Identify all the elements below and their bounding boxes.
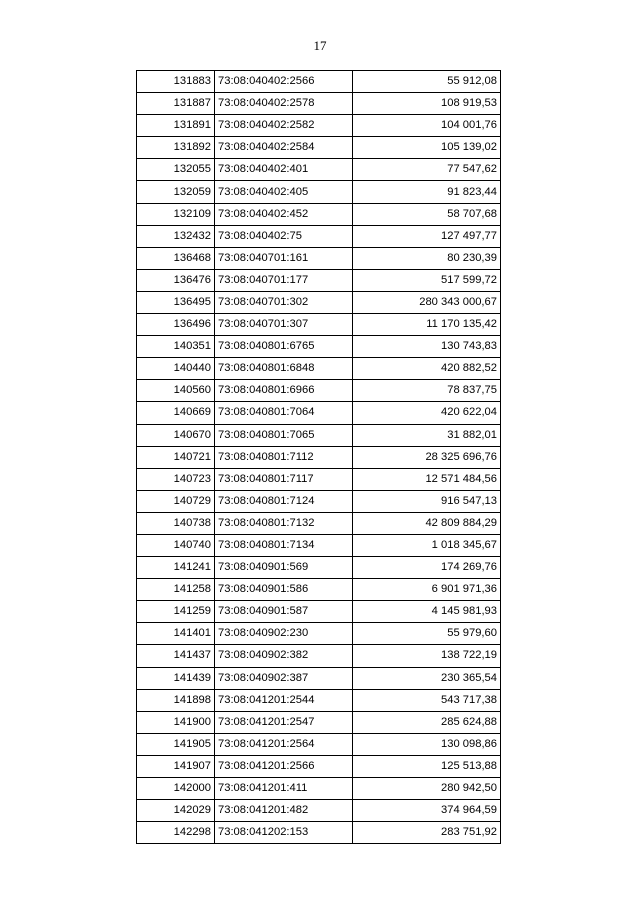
row-id-cell: 131887 [137,93,215,115]
cadastral-number-cell: 73:08:040801:6848 [215,358,353,380]
cadastral-number-cell: 73:08:040701:302 [215,291,353,313]
row-id-cell: 141401 [137,623,215,645]
value-cell: 4 145 981,93 [353,601,501,623]
value-cell: 130 743,83 [353,336,501,358]
value-cell: 127 497,77 [353,225,501,247]
table-row [137,358,501,380]
value-cell: 1 018 345,67 [353,534,501,556]
cadastral-number-cell: 73:08:040801:7132 [215,512,353,534]
cadastral-number-cell: 73:08:040402:2578 [215,93,353,115]
row-id-cell: 132109 [137,203,215,225]
cadastral-number-cell: 73:08:041201:2547 [215,711,353,733]
row-id-cell: 131891 [137,115,215,137]
cadastral-number-cell: 73:08:040801:7124 [215,490,353,512]
cadastral-number-cell: 73:08:040902:387 [215,667,353,689]
value-cell: 80 230,39 [353,247,501,269]
row-id-cell: 140351 [137,336,215,358]
row-id-cell: 136496 [137,314,215,336]
value-cell: 12 571 484,56 [353,468,501,490]
cadastral-number-cell: 73:08:040902:230 [215,623,353,645]
table-row [137,115,501,137]
row-id-cell: 132432 [137,225,215,247]
table-row [137,314,501,336]
cadastral-number-cell: 73:08:040701:177 [215,269,353,291]
table-row [137,93,501,115]
table-row [137,534,501,556]
cadastral-number-cell: 73:08:040402:452 [215,203,353,225]
row-id-cell: 141437 [137,645,215,667]
cadastral-number-cell: 73:08:040801:7064 [215,402,353,424]
cadastral-number-cell: 73:08:040801:7134 [215,534,353,556]
cadastral-number-cell: 73:08:040701:161 [215,247,353,269]
cadastral-number-cell: 73:08:040901:569 [215,557,353,579]
row-id-cell: 140669 [137,402,215,424]
value-cell: 280 942,50 [353,778,501,800]
cadastral-number-cell: 73:08:041201:2564 [215,733,353,755]
row-id-cell: 141258 [137,579,215,601]
value-cell: 78 837,75 [353,380,501,402]
row-id-cell: 140740 [137,534,215,556]
cadastral-number-cell: 73:08:041201:482 [215,800,353,822]
value-cell: 280 343 000,67 [353,291,501,313]
row-id-cell: 140723 [137,468,215,490]
value-cell: 104 001,76 [353,115,501,137]
value-cell: 517 599,72 [353,269,501,291]
cadastral-number-cell: 73:08:041202:153 [215,822,353,844]
row-id-cell: 141905 [137,733,215,755]
value-cell: 130 098,86 [353,733,501,755]
value-cell: 138 722,19 [353,645,501,667]
row-id-cell: 141898 [137,689,215,711]
cadastral-number-cell: 73:08:040402:2584 [215,137,353,159]
table-row [137,623,501,645]
table-row [137,601,501,623]
cadastral-number-cell: 73:08:040801:7112 [215,446,353,468]
cadastral-number-cell: 73:08:040801:6765 [215,336,353,358]
row-id-cell: 142029 [137,800,215,822]
row-id-cell: 132055 [137,159,215,181]
table-row [137,579,501,601]
table-row [137,181,501,203]
registry-table [136,70,501,844]
row-id-cell: 140738 [137,512,215,534]
cadastral-number-cell: 73:08:040701:307 [215,314,353,336]
cadastral-number-cell: 73:08:040901:587 [215,601,353,623]
row-id-cell: 141900 [137,711,215,733]
table-row [137,247,501,269]
row-id-cell: 140440 [137,358,215,380]
table-row [137,71,501,93]
table-row [137,822,501,844]
cadastral-number-cell: 73:08:040402:75 [215,225,353,247]
table-row [137,446,501,468]
table-row [137,336,501,358]
value-cell: 420 622,04 [353,402,501,424]
table-row [137,557,501,579]
row-id-cell: 140729 [137,490,215,512]
table-row [137,137,501,159]
table-row [137,755,501,777]
row-id-cell: 131892 [137,137,215,159]
page-number: 17 [313,38,327,53]
value-cell: 6 901 971,36 [353,579,501,601]
cadastral-number-cell: 73:08:040402:2566 [215,71,353,93]
value-cell: 91 823,44 [353,181,501,203]
cadastral-number-cell: 73:08:040402:401 [215,159,353,181]
registry-table-body [137,71,501,844]
value-cell: 11 170 135,42 [353,314,501,336]
cadastral-number-cell: 73:08:040902:382 [215,645,353,667]
value-cell: 125 513,88 [353,755,501,777]
value-cell: 42 809 884,29 [353,512,501,534]
table-row [137,778,501,800]
row-id-cell: 141259 [137,601,215,623]
row-id-cell: 136476 [137,269,215,291]
value-cell: 108 919,53 [353,93,501,115]
cadastral-number-cell: 73:08:040801:7117 [215,468,353,490]
value-cell: 916 547,13 [353,490,501,512]
cadastral-number-cell: 73:08:041201:411 [215,778,353,800]
value-cell: 374 964,59 [353,800,501,822]
value-cell: 230 365,54 [353,667,501,689]
cadastral-number-cell: 73:08:040402:2582 [215,115,353,137]
cadastral-number-cell: 73:08:041201:2566 [215,755,353,777]
row-id-cell: 131883 [137,71,215,93]
value-cell: 543 717,38 [353,689,501,711]
table-row [137,468,501,490]
cadastral-number-cell: 73:08:040801:7065 [215,424,353,446]
cadastral-number-cell: 73:08:040901:586 [215,579,353,601]
table-row [137,800,501,822]
table-row [137,203,501,225]
row-id-cell: 140721 [137,446,215,468]
table-row [137,225,501,247]
table-row [137,291,501,313]
value-cell: 77 547,62 [353,159,501,181]
cadastral-number-cell: 73:08:040801:6966 [215,380,353,402]
row-id-cell: 136495 [137,291,215,313]
table-row [137,490,501,512]
table-row [137,733,501,755]
value-cell: 105 139,02 [353,137,501,159]
row-id-cell: 142000 [137,778,215,800]
table-row [137,424,501,446]
value-cell: 285 624,88 [353,711,501,733]
value-cell: 55 979,60 [353,623,501,645]
row-id-cell: 141907 [137,755,215,777]
table-row [137,667,501,689]
table-row [137,512,501,534]
row-id-cell: 136468 [137,247,215,269]
value-cell: 28 325 696,76 [353,446,501,468]
row-id-cell: 141439 [137,667,215,689]
value-cell: 31 882,01 [353,424,501,446]
cadastral-number-cell: 73:08:040402:405 [215,181,353,203]
table-row [137,645,501,667]
table-row [137,380,501,402]
value-cell: 55 912,08 [353,71,501,93]
value-cell: 174 269,76 [353,557,501,579]
table-row [137,402,501,424]
row-id-cell: 141241 [137,557,215,579]
table-row [137,689,501,711]
row-id-cell: 140560 [137,380,215,402]
row-id-cell: 140670 [137,424,215,446]
value-cell: 58 707,68 [353,203,501,225]
cadastral-number-cell: 73:08:041201:2544 [215,689,353,711]
table-row [137,269,501,291]
row-id-cell: 132059 [137,181,215,203]
value-cell: 420 882,52 [353,358,501,380]
table-row [137,159,501,181]
table-row [137,711,501,733]
value-cell: 283 751,92 [353,822,501,844]
row-id-cell: 142298 [137,822,215,844]
